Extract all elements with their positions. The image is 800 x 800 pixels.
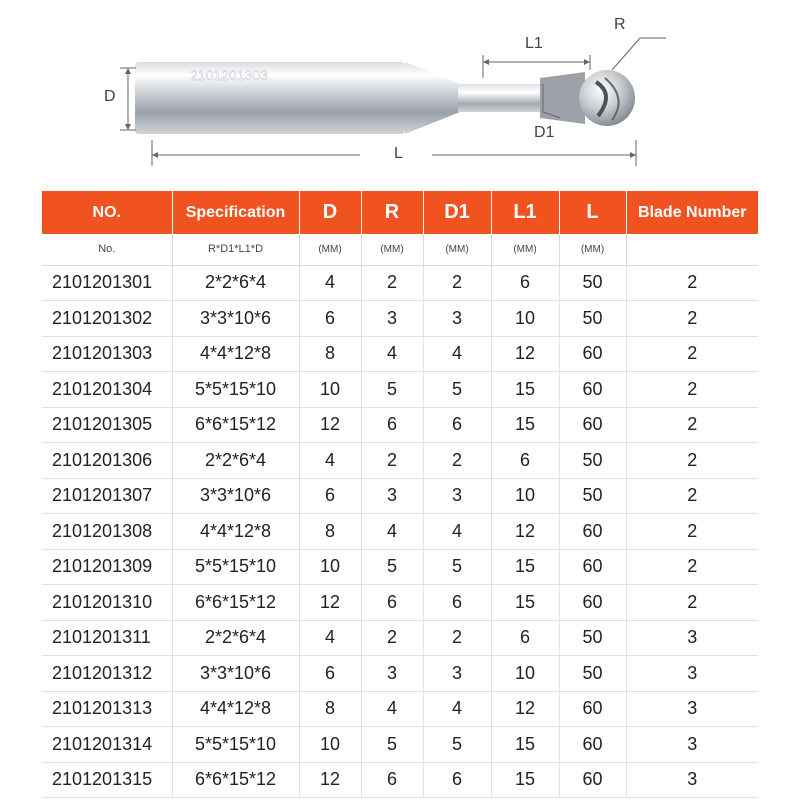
cell-l1: 15 xyxy=(491,407,559,443)
cell-d: 8 xyxy=(299,514,361,550)
cell-l: 50 xyxy=(559,620,626,656)
cell-d1: 6 xyxy=(423,762,491,798)
cell-r: 2 xyxy=(361,443,423,479)
unit-l1: (MM) xyxy=(491,234,559,265)
cell-r: 2 xyxy=(361,620,423,656)
table-row xyxy=(42,407,758,443)
cell-specification: 2*2*6*4 xyxy=(172,443,299,479)
cell-specification: 6*6*15*12 xyxy=(172,762,299,798)
cell-d1: 2 xyxy=(423,443,491,479)
cell-l1: 6 xyxy=(491,265,559,301)
cell-d1: 3 xyxy=(423,301,491,337)
cell-l: 50 xyxy=(559,478,626,514)
cell-r: 5 xyxy=(361,727,423,763)
cell-blade-number: 2 xyxy=(626,301,758,337)
tool-diagram xyxy=(0,0,800,190)
table-row xyxy=(42,549,758,585)
cell-d: 12 xyxy=(299,585,361,621)
cell-l: 60 xyxy=(559,514,626,550)
cell-l1: 15 xyxy=(491,762,559,798)
table-row xyxy=(42,727,758,763)
cell-l1: 15 xyxy=(491,727,559,763)
unit-no: No. xyxy=(42,234,172,265)
cell-no: 2101201304 xyxy=(42,372,172,408)
table-row xyxy=(42,620,758,656)
unit-l: (MM) xyxy=(559,234,626,265)
cell-no: 2101201306 xyxy=(42,443,172,479)
cell-l1: 15 xyxy=(491,585,559,621)
cell-blade-number: 2 xyxy=(626,407,758,443)
cell-specification: 5*5*15*10 xyxy=(172,372,299,408)
cell-d: 6 xyxy=(299,301,361,337)
cell-specification: 5*5*15*10 xyxy=(172,549,299,585)
cell-d: 4 xyxy=(299,265,361,301)
cell-specification: 3*3*10*6 xyxy=(172,301,299,337)
header-specification: Specification xyxy=(172,191,299,234)
cell-specification: 4*4*12*8 xyxy=(172,691,299,727)
cell-d: 10 xyxy=(299,727,361,763)
cell-blade-number: 3 xyxy=(626,762,758,798)
table-row xyxy=(42,336,758,372)
cell-l: 60 xyxy=(559,585,626,621)
cell-d: 8 xyxy=(299,336,361,372)
cell-d1: 6 xyxy=(423,585,491,621)
header-l: L xyxy=(559,191,626,234)
cell-l: 60 xyxy=(559,691,626,727)
cell-no: 2101201312 xyxy=(42,656,172,692)
table-body xyxy=(42,265,758,798)
cell-d1: 3 xyxy=(423,656,491,692)
cell-blade-number: 2 xyxy=(626,372,758,408)
cell-specification: 4*4*12*8 xyxy=(172,336,299,372)
unit-d1: (MM) xyxy=(423,234,491,265)
cell-r: 2 xyxy=(361,265,423,301)
table-row xyxy=(42,691,758,727)
cell-no: 2101201309 xyxy=(42,549,172,585)
unit-r: (MM) xyxy=(361,234,423,265)
d1-label: D1 xyxy=(534,124,555,141)
cell-d1: 6 xyxy=(423,407,491,443)
table-row xyxy=(42,265,758,301)
cell-d: 4 xyxy=(299,620,361,656)
cell-d: 12 xyxy=(299,407,361,443)
cell-no: 2101201313 xyxy=(42,691,172,727)
cell-specification: 2*2*6*4 xyxy=(172,265,299,301)
cell-d: 6 xyxy=(299,478,361,514)
cell-no: 2101201307 xyxy=(42,478,172,514)
r-label: R xyxy=(614,16,626,33)
table-row xyxy=(42,656,758,692)
cell-blade-number: 3 xyxy=(626,620,758,656)
cell-r: 5 xyxy=(361,372,423,408)
cell-no: 2101201311 xyxy=(42,620,172,656)
cell-blade-number: 2 xyxy=(626,549,758,585)
cell-l1: 6 xyxy=(491,443,559,479)
cell-d: 10 xyxy=(299,372,361,408)
cell-l: 60 xyxy=(559,336,626,372)
table-row xyxy=(42,301,758,337)
cell-r: 3 xyxy=(361,478,423,514)
cell-l: 50 xyxy=(559,656,626,692)
cell-d1: 5 xyxy=(423,372,491,408)
cell-r: 6 xyxy=(361,585,423,621)
cell-d1: 3 xyxy=(423,478,491,514)
d-label: D xyxy=(104,88,116,105)
cell-blade-number: 2 xyxy=(626,336,758,372)
cell-no: 2101201301 xyxy=(42,265,172,301)
cell-d1: 5 xyxy=(423,727,491,763)
cell-specification: 6*6*15*12 xyxy=(172,585,299,621)
cell-r: 3 xyxy=(361,301,423,337)
cell-d1: 2 xyxy=(423,620,491,656)
cell-d1: 2 xyxy=(423,265,491,301)
cell-d1: 4 xyxy=(423,691,491,727)
cell-l1: 10 xyxy=(491,656,559,692)
cell-blade-number: 3 xyxy=(626,727,758,763)
cell-d1: 4 xyxy=(423,514,491,550)
cell-specification: 5*5*15*10 xyxy=(172,727,299,763)
cell-r: 4 xyxy=(361,691,423,727)
cell-l: 60 xyxy=(559,762,626,798)
engraving-text: 2101201303 xyxy=(190,67,268,83)
l-label: L xyxy=(394,145,403,162)
shank xyxy=(135,62,405,134)
cell-l: 60 xyxy=(559,407,626,443)
cell-l1: 6 xyxy=(491,620,559,656)
taper xyxy=(405,62,460,134)
cell-specification: 2*2*6*4 xyxy=(172,620,299,656)
cell-blade-number: 3 xyxy=(626,691,758,727)
cell-l1: 12 xyxy=(491,514,559,550)
cell-l: 50 xyxy=(559,265,626,301)
header-l1: L1 xyxy=(491,191,559,234)
cell-d: 12 xyxy=(299,762,361,798)
cell-specification: 3*3*10*6 xyxy=(172,656,299,692)
units-row xyxy=(42,234,758,265)
cell-d1: 4 xyxy=(423,336,491,372)
cell-no: 2101201310 xyxy=(42,585,172,621)
cell-l1: 15 xyxy=(491,372,559,408)
specification-table xyxy=(42,191,758,798)
neck xyxy=(458,84,543,112)
cell-d: 4 xyxy=(299,443,361,479)
cell-l1: 10 xyxy=(491,301,559,337)
cell-l1: 12 xyxy=(491,691,559,727)
table-row xyxy=(42,514,758,550)
cell-d: 6 xyxy=(299,656,361,692)
cell-blade-number: 3 xyxy=(626,656,758,692)
cell-specification: 4*4*12*8 xyxy=(172,514,299,550)
cell-l: 60 xyxy=(559,549,626,585)
cell-blade-number: 2 xyxy=(626,443,758,479)
cell-r: 4 xyxy=(361,514,423,550)
header-r: R xyxy=(361,191,423,234)
r-leader-line xyxy=(612,38,640,70)
cell-d: 10 xyxy=(299,549,361,585)
table-row xyxy=(42,372,758,408)
cell-r: 6 xyxy=(361,407,423,443)
table-row xyxy=(42,443,758,479)
table-row xyxy=(42,585,758,621)
cell-l1: 12 xyxy=(491,336,559,372)
cell-l1: 10 xyxy=(491,478,559,514)
cell-d1: 5 xyxy=(423,549,491,585)
header-d1: D1 xyxy=(423,191,491,234)
table-header-row xyxy=(42,191,758,234)
table-row xyxy=(42,478,758,514)
unit-d: (MM) xyxy=(299,234,361,265)
unit-specification: R*D1*L1*D xyxy=(172,234,299,265)
cell-no: 2101201314 xyxy=(42,727,172,763)
cell-r: 5 xyxy=(361,549,423,585)
cell-blade-number: 2 xyxy=(626,478,758,514)
cell-blade-number: 2 xyxy=(626,514,758,550)
cell-l1: 15 xyxy=(491,549,559,585)
cell-specification: 6*6*15*12 xyxy=(172,407,299,443)
cell-no: 2101201302 xyxy=(42,301,172,337)
cell-specification: 3*3*10*6 xyxy=(172,478,299,514)
cell-no: 2101201315 xyxy=(42,762,172,798)
header-no: NO. xyxy=(42,191,172,234)
header-d: D xyxy=(299,191,361,234)
cell-l: 60 xyxy=(559,372,626,408)
cell-r: 4 xyxy=(361,336,423,372)
cell-r: 3 xyxy=(361,656,423,692)
cell-l: 50 xyxy=(559,443,626,479)
cell-d: 8 xyxy=(299,691,361,727)
header-blade-number: Blade Number xyxy=(626,191,758,234)
cell-l: 50 xyxy=(559,301,626,337)
unit-blade-number xyxy=(626,234,758,265)
cell-no: 2101201303 xyxy=(42,336,172,372)
cell-l: 60 xyxy=(559,727,626,763)
cell-no: 2101201308 xyxy=(42,514,172,550)
l1-label: L1 xyxy=(525,35,543,52)
cell-blade-number: 2 xyxy=(626,585,758,621)
cell-no: 2101201305 xyxy=(42,407,172,443)
cell-r: 6 xyxy=(361,762,423,798)
table-row xyxy=(42,762,758,798)
flute-body xyxy=(540,72,585,124)
cell-blade-number: 2 xyxy=(626,265,758,301)
